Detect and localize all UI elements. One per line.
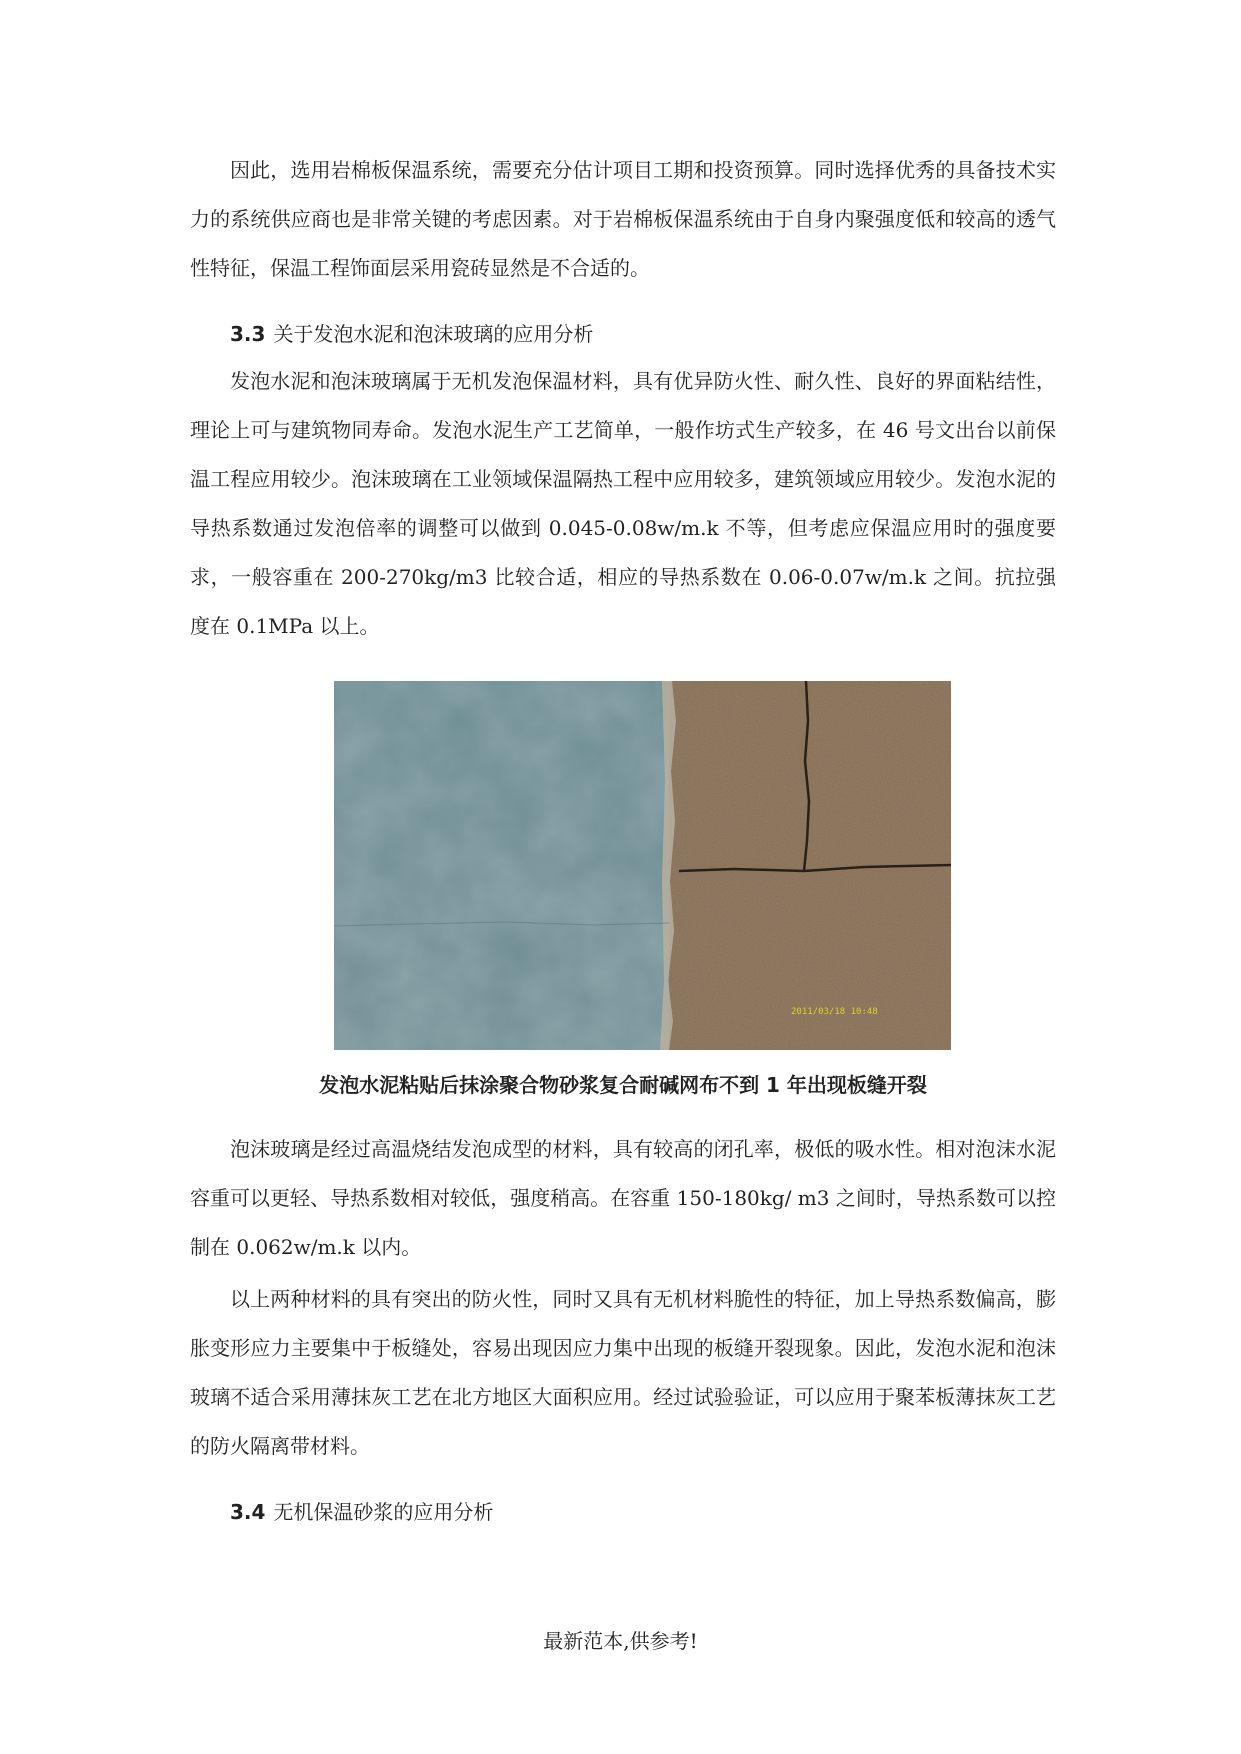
section-heading-3-3 xyxy=(230,319,593,349)
paragraph-rock-wool-conclusion: 因此，选用岩棉板保温系统，需要充分估计项目工期和投资预算。同时选择优秀的具备技术实力的系统供应商也是非常关键的考虑因素。对于岩棉板保温系统由于自身内聚强度低和较高的透气性特征，保温工程饰面层采用瓷砖显然是不合适的。 xyxy=(190,158,1056,280)
paragraph-foam-glass: 泡沫玻璃是经过高温烧结发泡成型的材料，具有较高的闭孔率，极低的吸水性。相对泡沫水泥容重可以更轻、导热系数相对较低，强度稍高。在容重 150-180kg/ m3 之间时，导热系数可以控制在 0.062w/m.k 以内。 xyxy=(190,1137,1056,1259)
section-heading-3-4 xyxy=(230,1497,493,1527)
section-title: 无机保温砂浆的应用分析 xyxy=(273,1500,494,1524)
section-title: 关于发泡水泥和泡沫玻璃的应用分析 xyxy=(273,322,594,346)
section-number: 3.3 xyxy=(230,322,266,346)
page-footer: 最新范本,供参考! xyxy=(543,1629,698,1653)
photo-illustration xyxy=(334,681,951,1050)
foam-cement-crack-photo xyxy=(334,681,951,1050)
figure-caption: 发泡水泥粘贴后抹涂聚合物砂浆复合耐碱网布不到 1 年出现板缝开裂 xyxy=(319,1073,927,1097)
paragraph-foam-cement-intro: 发泡水泥和泡沫玻璃属于无机发泡保温材料，具有优异防火性、耐久性、良好的界面粘结性，理论上可与建筑物同寿命。发泡水泥生产工艺简单，一般作坊式生产较多，在 46 号文出台以前保温工程应用较少。泡沫玻璃在工业领域保温隔热工程中应用较多，建筑领域应用较少。发泡水泥的导热系数通过发泡倍率的调整可以做到 0.045-0.08w/m.k 不等，但考虑应保温应用时的强度要求，一般容重在 200-270kg/m3 比较合适，相应的导热系数在 0.06-0.07w/m.k 之间。抗拉强度在 0.1MPa 以上。 xyxy=(190,369,1056,638)
photo-timestamp: 2011/03/18 10:48 xyxy=(791,1007,878,1017)
section-number: 3.4 xyxy=(230,1500,266,1524)
paragraph-brittleness: 以上两种材料的具有突出的防火性，同时又具有无机材料脆性的特征，加上导热系数偏高，膨胀变形应力主要集中于板缝处，容易出现因应力集中出现的板缝开裂现象。因此，发泡水泥和泡沫玻璃不适合采用薄抹灰工艺在北方地区大面积应用。经过试验验证，可以应用于聚苯板薄抹灰工艺的防火隔离带材料。 xyxy=(190,1287,1056,1458)
